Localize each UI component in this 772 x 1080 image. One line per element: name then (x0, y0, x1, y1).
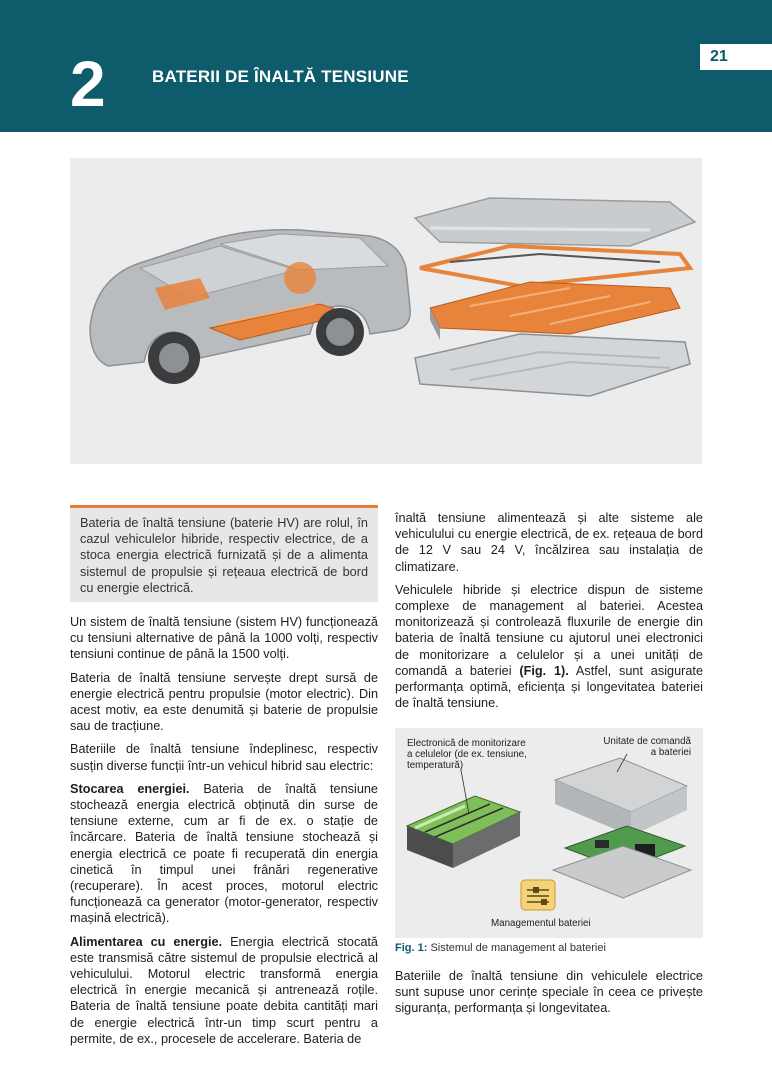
hero-illustration (70, 158, 702, 464)
paragraph (70, 781, 378, 927)
paragraph-heading: Alimentarea cu energie. (70, 934, 223, 949)
chapter-title: BATERII DE ÎNALTĂ TENSIUNE (152, 67, 409, 86)
paragraph-text: Energia electrică stocată este transmisă către sistemul de propulsie electrică al vehiculului. Motorul electric transformă energia electrică în energie mecanică și antrenează roțile. Bateria de înaltă tensiune poate debita cantități mari de energie electrică într-un timp scurt pentru a permite, de ex., procesele de accelerare. Bateria de (70, 934, 378, 1046)
right-column (395, 510, 703, 718)
caption-prefix: Fig. 1: (395, 942, 428, 954)
paragraph-text: Astfel, sunt asigurate performanța optimă, eficiența și longevitatea bateriei de înaltă tensiune. (395, 663, 704, 711)
caption-text: Sistemul de management al bateriei (427, 942, 606, 954)
paragraph (395, 582, 703, 712)
figure-caption (395, 942, 606, 954)
paragraph-text: Vehiculele hibride și electrice dispun de sisteme complexe de management al bateriei. Acestea monitorizează și controlează fluxurile de energie din bateria de înaltă tensiune cu ajutorul unei electronici de monitorizare a celulelor și a unei unități de comandă a bateriei (395, 582, 703, 678)
label-cell-monitoring: Electronică de monitorizare a celulelor (de ex. tensiune, temperatură) (407, 738, 527, 771)
paragraph (70, 934, 378, 1047)
chapter-header (0, 0, 772, 132)
paragraph: Un sistem de înaltă tensiune (sistem HV) funcționează cu tensiuni alternative de până la 1000 volți, respectiv tensiuni continue de până la 1500 volți. (70, 615, 378, 662)
page-number: 21 (710, 48, 728, 65)
paragraph: Bateria de înaltă tensiune servește drept sursă de energie electrică pentru propulsie (motor electric). Din acest motiv, ea este denumită și baterie de propulsie sau de tracțiune. (70, 670, 378, 734)
label-control-unit: Unitate de comandă a bateriei (603, 736, 691, 758)
label-battery-management: Managementul bateriei (491, 918, 591, 929)
left-column (70, 505, 378, 1054)
paragraph-heading: Stocarea energiei. (70, 781, 190, 796)
paragraph-after-figure: Bateriile de înaltă tensiune din vehiculele electrice sunt supuse unor cerințe speciale în ceea ce privește siguranța, performanța și longevitatea. (395, 969, 703, 1016)
vehicle-battery-illustration (70, 158, 702, 464)
paragraph: înaltă tensiune alimentează și alte sisteme ale vehiculului cu energie electrică, de ex. rețeaua de bord de 12 V sau 24 V, încălzirea sau instalația de climatizare. (395, 511, 703, 574)
paragraph-text: Bateria de înaltă tensiune stochează energia electrică obținută din surse de tensiune externe, cum ar fi de ex. o stație de încărcare. Bateria de înaltă tensiune stochează și energia electrică ce poate fi recuperată din energia cinetică în timpul unei frânări regenerative (recuperare). În acest proces, motorul electric funcționează ca generator (motor-generator, respectiv mașină electrică). (70, 781, 378, 926)
paragraph: Bateriile de înaltă tensiune îndeplinesc, respectiv susțin diverse funcții într-un vehicul hibrid sau electric: (70, 742, 378, 773)
page-number-box (700, 44, 772, 70)
intro-text: Bateria de înaltă tensiune (baterie HV) are rolul, în cazul vehiculelor hibride, respectiv electrice, de a stoca energia electrică furnizată și de a alimenta sistemul de propulsie și rețeaua electrică de bord cu energie electrică. (80, 516, 368, 595)
intro-box (70, 505, 378, 602)
figure-battery-management (395, 728, 703, 938)
chapter-number: 2 (70, 48, 106, 120)
figure-reference: (Fig. 1). (519, 663, 569, 678)
